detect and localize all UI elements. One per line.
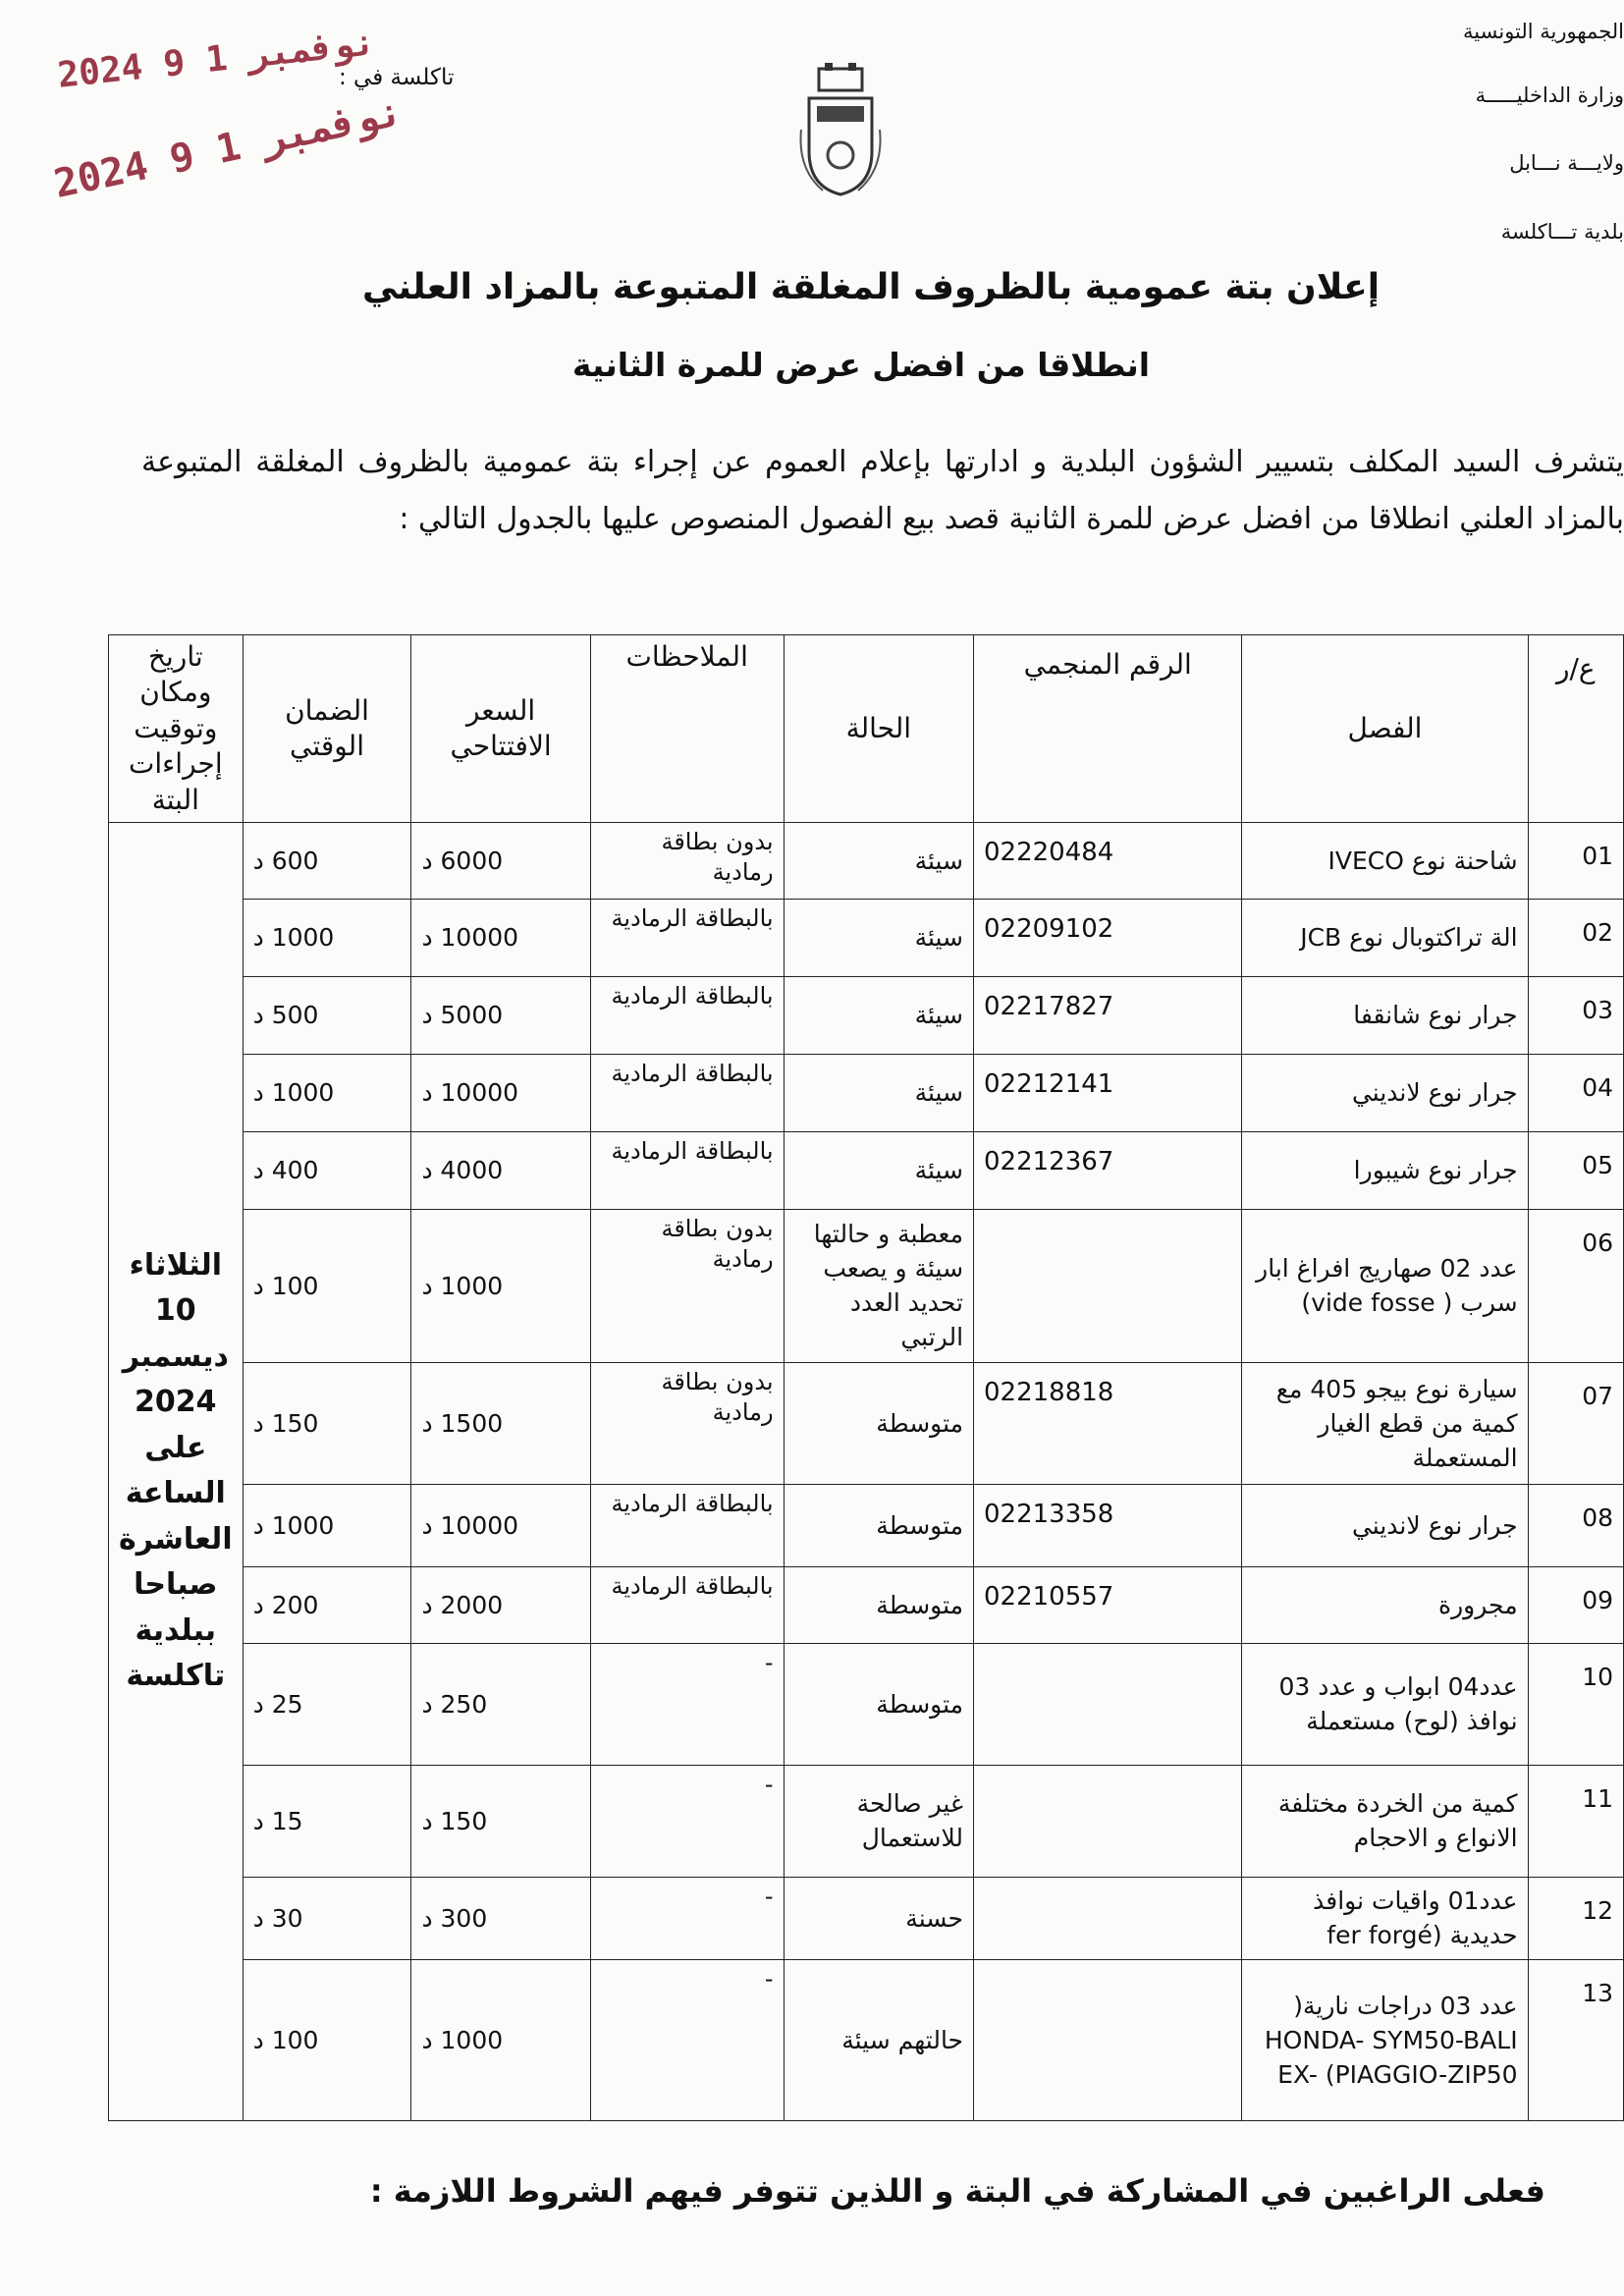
cell-lot: جرار نوع لانديني (1242, 1054, 1528, 1131)
cell-remarks: - (590, 1643, 784, 1765)
cell-registration: 02218818 (974, 1362, 1242, 1484)
cell-registration (974, 1643, 1242, 1765)
cell-lot: كمية من الخردة مختلفة الانواع و الاحجام (1242, 1765, 1528, 1877)
table-row (109, 1566, 1624, 1643)
cell-remarks: بدون بطاقة رمادية (590, 822, 784, 899)
cell-state: سيئة (784, 822, 973, 899)
cell-lot: عدد04 ابواب و عدد 03 نوافذ (لوح) مستعملة (1242, 1643, 1528, 1765)
cell-state: سيئة (784, 1054, 973, 1131)
col-header-guarantee: الضمان الوقتي (243, 635, 411, 823)
cell-lot: عدد01 واقيات نوافذ حديدية (fer forgé (1242, 1877, 1528, 1959)
cell-datetime: الثلاثاء 10 ديسمبر 2024 على الساعة العاشرة صباحا ببلدية تاكلسة (109, 822, 244, 2120)
cell-registration (974, 1209, 1242, 1362)
cell-guarantee: 100 د (243, 1209, 411, 1362)
cell-lot: جرار نوع لانديني (1242, 1484, 1528, 1566)
cell-lot: الة تراكتوبال نوع JCB (1242, 899, 1528, 976)
republic-label: الجمهورية التونسية (1463, 20, 1624, 43)
cell-price: 250 د (411, 1643, 590, 1765)
cell-num: 10 (1528, 1643, 1623, 1765)
cell-guarantee: 15 د (243, 1765, 411, 1877)
cell-lot: سيارة نوع بيجو 405 مع كمية من قطع الغيار المستعملة (1242, 1362, 1528, 1484)
cell-remarks: - (590, 1765, 784, 1877)
cell-registration: 02212367 (974, 1131, 1242, 1209)
cell-remarks: - (590, 1959, 784, 2120)
cell-price: 150 د (411, 1765, 590, 1877)
col-header-lot: الفصل (1242, 635, 1528, 823)
cell-guarantee: 500 د (243, 976, 411, 1054)
cell-remarks: بالبطاقة الرمادية (590, 1484, 784, 1566)
col-header-datetime: تاريخ ومكان وتوقيت إجراءات البتة (109, 635, 244, 823)
cell-registration (974, 1877, 1242, 1959)
cell-num: 04 (1528, 1054, 1623, 1131)
table-row (109, 1362, 1624, 1484)
cell-num: 02 (1528, 899, 1623, 976)
cell-lot: شاحنة نوع IVECO (1242, 822, 1528, 899)
cell-remarks: بالبطاقة الرمادية (590, 976, 784, 1054)
cell-state: معطبة و حالتها سيئة و يصعب تحديد العدد الرتبي (784, 1209, 973, 1362)
cell-registration: 02212141 (974, 1054, 1242, 1131)
col-header-num: ع/ر (1528, 635, 1623, 823)
cell-registration: 02213358 (974, 1484, 1242, 1566)
col-header-registration: الرقم المنجمي (974, 635, 1242, 823)
ministry-label: وزارة الداخليـــــة (1475, 83, 1624, 108)
cell-registration: 02210557 (974, 1566, 1242, 1643)
col-header-remarks: الملاحظات (590, 635, 784, 823)
table-row (109, 976, 1624, 1054)
cell-lot: عدد 03 دراجات نارية( HONDA- SYM50-BALI EX- (PIAGGIO-ZIP50 (1242, 1959, 1528, 2120)
cell-registration (974, 1765, 1242, 1877)
cell-remarks: - (590, 1877, 784, 1959)
date-stamp: 2024 نوفمبر 1 9 (50, 88, 407, 208)
cell-registration: 02217827 (974, 976, 1242, 1054)
cell-guarantee: 1000 د (243, 1054, 411, 1131)
cell-state: سيئة (784, 1131, 973, 1209)
cell-remarks: بدون بطاقة رمادية (590, 1362, 784, 1484)
cell-price: 1500 د (411, 1362, 590, 1484)
cell-guarantee: 150 د (243, 1362, 411, 1484)
date-stamp: 2024 نوفمبر 1 9 (55, 23, 378, 96)
cell-guarantee: 200 د (243, 1566, 411, 1643)
cell-num: 07 (1528, 1362, 1623, 1484)
table-row (109, 1643, 1624, 1765)
intro-paragraph: يتشرف السيد المكلف بتسيير الشؤون البلدية و ادارتها بإعلام العموم عن إجراء بتة عمومية بالظروف المغلقة المتبوعة بالمزاد العلني انطلاقا من افضل عرض للمرة الثانية قصد بيع الفصول المنصوص عليها بالجدول التالي : (141, 445, 1624, 536)
table-row (109, 1765, 1624, 1877)
cell-price: 10000 د (411, 899, 590, 976)
table-row (109, 822, 1624, 899)
table-row (109, 899, 1624, 976)
governorate-label: ولايـــة نـــابل (1509, 151, 1624, 176)
cell-num: 09 (1528, 1566, 1623, 1643)
tunisia-emblem-icon (797, 61, 884, 198)
table-row (109, 1484, 1624, 1566)
table-header-row (109, 635, 1624, 823)
cell-num: 08 (1528, 1484, 1623, 1566)
lots-table (108, 634, 1624, 2121)
cell-remarks: بالبطاقة الرمادية (590, 899, 784, 976)
cell-guarantee: 1000 د (243, 899, 411, 976)
col-header-state: الحالة (784, 635, 973, 823)
cell-price: 10000 د (411, 1484, 590, 1566)
cell-guarantee: 30 د (243, 1877, 411, 1959)
cell-price: 5000 د (411, 976, 590, 1054)
cell-state: سيئة (784, 976, 973, 1054)
cell-price: 1000 د (411, 1959, 590, 2120)
header-authority (1379, 20, 1624, 288)
cell-guarantee: 600 د (243, 822, 411, 899)
cell-price: 2000 د (411, 1566, 590, 1643)
cell-state: حالتهم سيئة (784, 1959, 973, 2120)
cell-price: 10000 د (411, 1054, 590, 1131)
cell-num: 13 (1528, 1959, 1623, 2120)
cell-num: 12 (1528, 1877, 1623, 1959)
cell-registration: 02209102 (974, 899, 1242, 976)
municipality-label: بلدية تـــاكلسة (1500, 219, 1624, 244)
col-header-price: السعر الافتتاحي (411, 635, 590, 823)
cell-remarks: بالبطاقة الرمادية (590, 1054, 784, 1131)
cell-lot: جرار نوع شيبورا (1242, 1131, 1528, 1209)
place-date-label: تاكلسة في : (339, 65, 455, 90)
cell-num: 01 (1528, 822, 1623, 899)
cell-state: غير صالحة للاستعمال (784, 1765, 973, 1877)
cell-remarks: بالبطاقة الرمادية (590, 1566, 784, 1643)
cell-guarantee: 1000 د (243, 1484, 411, 1566)
cell-price: 4000 د (411, 1131, 590, 1209)
table-row (109, 1054, 1624, 1131)
cell-remarks: بدون بطاقة رمادية (590, 1209, 784, 1362)
table-row (109, 1877, 1624, 1959)
cell-num: 05 (1528, 1131, 1623, 1209)
cell-price: 6000 د (411, 822, 590, 899)
cell-lot: مجرورة (1242, 1566, 1528, 1643)
cell-state: متوسطة (784, 1566, 973, 1643)
cell-guarantee: 100 د (243, 1959, 411, 2120)
cell-num: 03 (1528, 976, 1623, 1054)
cell-state: متوسطة (784, 1643, 973, 1765)
cell-guarantee: 25 د (243, 1643, 411, 1765)
cell-state: متوسطة (784, 1484, 973, 1566)
cell-state: متوسطة (784, 1362, 973, 1484)
cell-price: 1000 د (411, 1209, 590, 1362)
cell-guarantee: 400 د (243, 1131, 411, 1209)
cell-registration: 02220484 (974, 822, 1242, 899)
cell-price: 300 د (411, 1877, 590, 1959)
footer-text: فعلى الراغبين في المشاركة في البتة و اللذين تتوفر فيهم الشروط اللازمة : (369, 2172, 1545, 2210)
cell-lot: جرار نوع شانقفا (1242, 976, 1528, 1054)
table-row (109, 1959, 1624, 2120)
cell-num: 06 (1528, 1209, 1623, 1362)
cell-state: حسنة (784, 1877, 973, 1959)
cell-remarks: بالبطاقة الرمادية (590, 1131, 784, 1209)
page-subtitle: انطلاقا من افضل عرض للمرة الثانية (571, 346, 1151, 384)
cell-state: سيئة (784, 899, 973, 976)
cell-num: 11 (1528, 1765, 1623, 1877)
page-title: إعلان بتة عمومية بالظروف المغلقة المتبوعة بالمزاد العلني (361, 267, 1380, 307)
table-row (109, 1131, 1624, 1209)
cell-registration (974, 1959, 1242, 2120)
table-row (109, 1209, 1624, 1362)
cell-lot: عدد 02 صهاريج افراغ ابار سرب ( vide fosse) (1242, 1209, 1528, 1362)
